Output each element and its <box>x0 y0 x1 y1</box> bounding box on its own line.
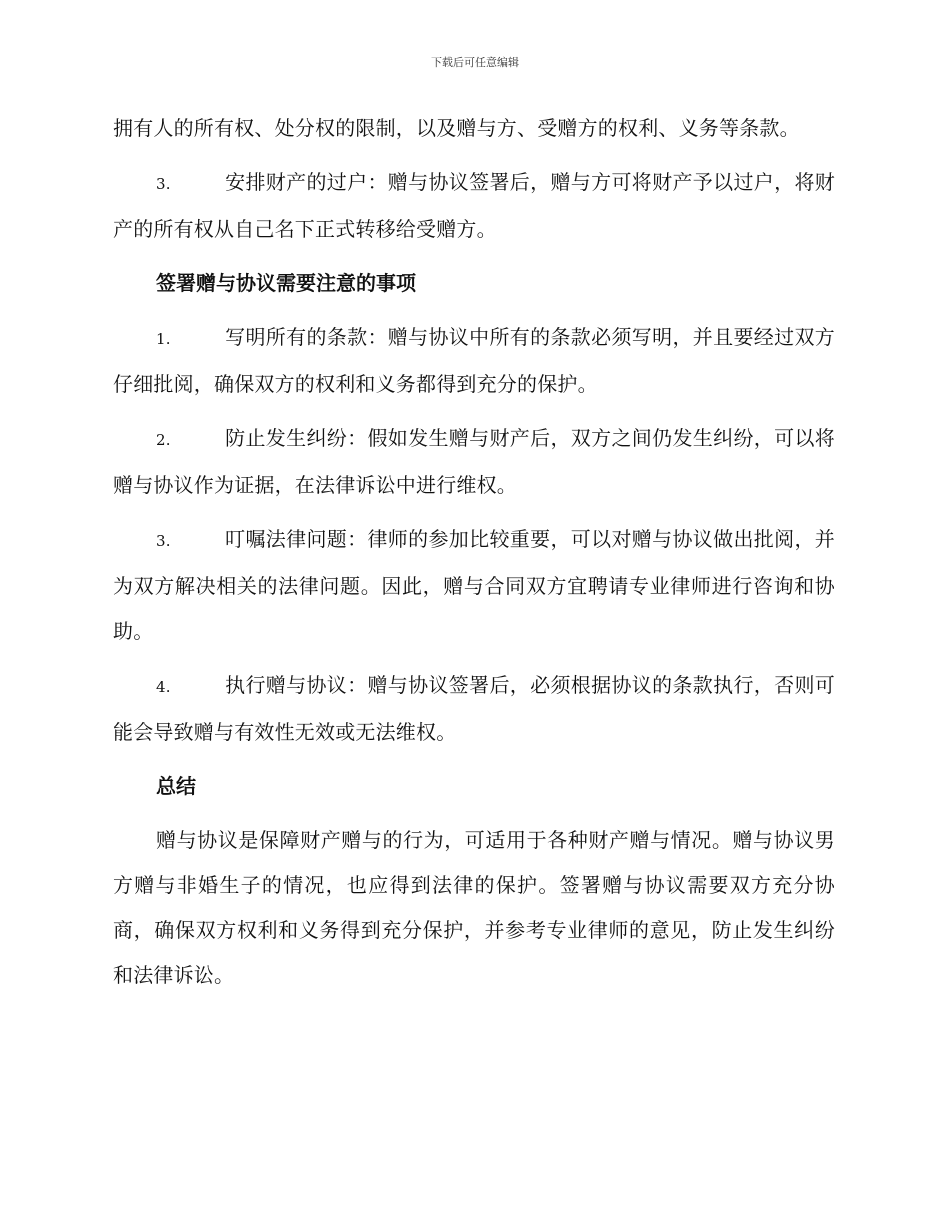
list-item <box>113 517 835 654</box>
section-heading: 总结 <box>156 774 196 798</box>
list-number: 3. <box>156 175 171 193</box>
document-body <box>113 106 835 1007</box>
list-text: 叮嘱法律问题：律师的参加比较重要，可以对赠与协议做出批阅，并为双方解决相关的法律问题。因此，赠与合同双方宜聘请专业律师进行咨询和协助。 <box>113 527 835 643</box>
list-item <box>113 416 835 508</box>
list-item <box>113 315 835 407</box>
list-number: 2. <box>156 431 171 449</box>
section-heading: 签署赠与协议需要注意的事项 <box>156 271 416 295</box>
list-number: 4. <box>156 678 171 696</box>
list-number: 1. <box>156 330 171 348</box>
list-text: 安排财产的过户：赠与协议签署后，赠与方可将财产予以过户，将财产的所有权从自己名下正式转移给受赠方。 <box>113 170 835 241</box>
paragraph-continuation: 拥有人的所有权、处分权的限制，以及赠与方、受赠方的权利、义务等条款。 <box>113 116 800 140</box>
list-number: 3. <box>156 532 171 550</box>
list-text: 防止发生纠纷：假如发生赠与财产后，双方之间仍发生纠纷，可以将赠与协议作为证据，在法律诉讼中进行维权。 <box>113 426 835 497</box>
list-item <box>113 160 835 252</box>
list-text: 写明所有的条款：赠与协议中所有的条款必须写明，并且要经过双方仔细批阅，确保双方的权利和义务都得到充分的保护。 <box>113 325 835 396</box>
summary-paragraph: 赠与协议是保障财产赠与的行为，可适用于各种财产赠与情况。赠与协议男方赠与非婚生子的情况，也应得到法律的保护。签署赠与协议需要双方充分协商，确保双方权利和义务得到充分保护，并参考专业律师的意见，防止发生纠纷和法律诉讼。 <box>113 828 835 987</box>
list-text: 执行赠与协议：赠与协议签署后，必须根据协议的条款执行，否则可能会导致赠与有效性无效或无法维权。 <box>113 673 835 744</box>
list-item <box>113 663 835 755</box>
page-header: 下载后可任意编辑 <box>431 56 519 69</box>
